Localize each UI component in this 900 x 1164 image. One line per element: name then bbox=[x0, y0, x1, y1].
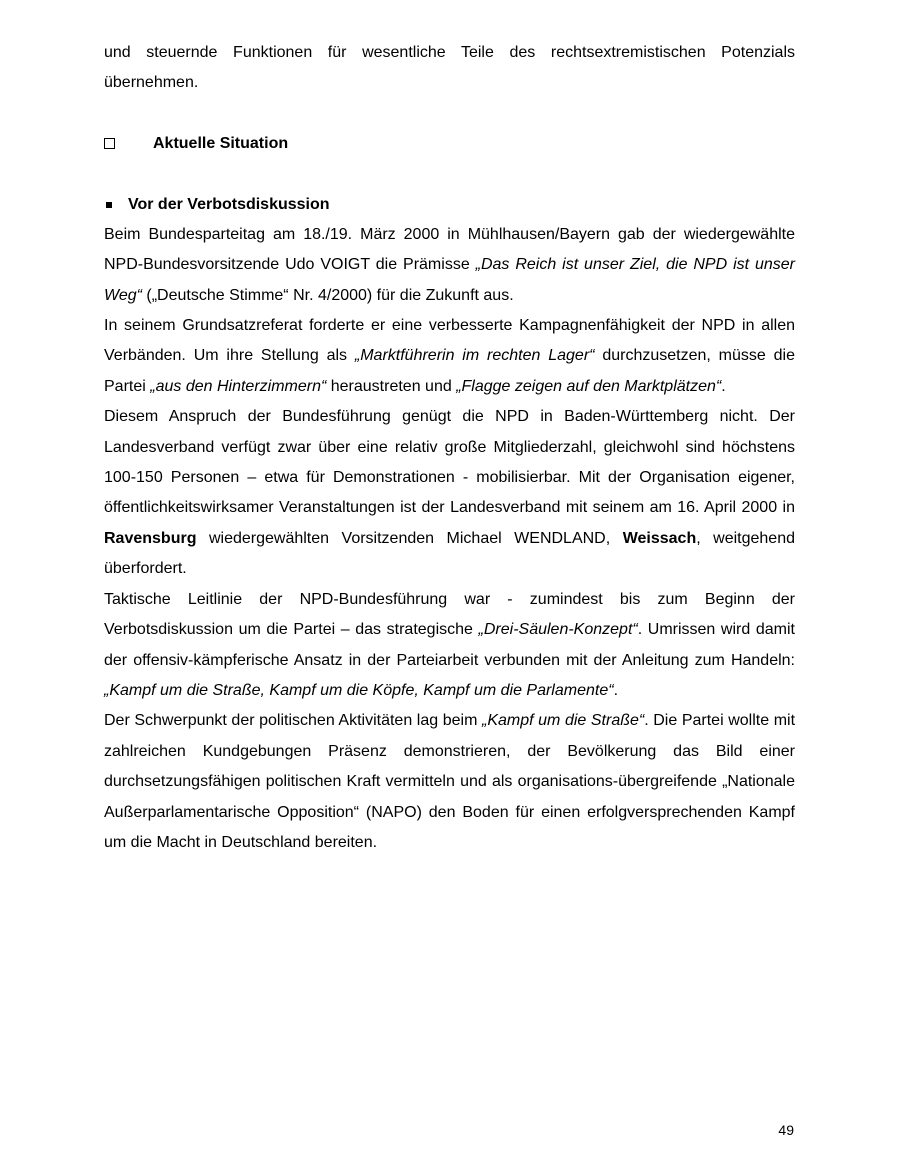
para4-quote-2: „Kampf um die Straße, Kampf um die Köpfe, Kampf um die Parlamente“ bbox=[104, 681, 614, 699]
para2-quote-1: „Marktführerin im rechten Lager“ bbox=[354, 347, 595, 365]
para1-text-a: Beim Bundesparteitag am 18./19. März 2000 in Mühlhausen/Bayern gab der wiedergewählte NPD-Bundesvorsitzende Udo VOIGT die Prämisse bbox=[104, 225, 795, 274]
para4-text-c: . bbox=[613, 681, 619, 699]
intro-line-1 bbox=[104, 38, 795, 68]
para3-text-b: wiedergewählten Vorsitzenden Michael WENDLAND, bbox=[196, 529, 623, 547]
paragraph-4 bbox=[104, 585, 795, 707]
intro-line-2 bbox=[104, 68, 795, 98]
para5-text-b: . Die Partei wollte mit zahlreichen Kundgebungen Präsenz demonstrieren, der Bevölkerung das Bild einer durchsetzungsfähigen politischen Kraft vermitteln und als organisations-übergreifende „Nationale Außerparlamentarische Opposition“ (NAPO) den Boden für einen erfolgversprechenden Kampf um die Macht in Deutschland bereiten. bbox=[104, 712, 796, 851]
paragraph-2 bbox=[104, 311, 795, 402]
para2-quote-3: „Flagge zeigen auf den Marktplätzen“ bbox=[456, 377, 722, 395]
para3-text-a: Diesem Anspruch der Bundesführung genügt die NPD in Baden-Württemberg nicht. Der Landesverband verfügt zwar über eine relativ große Mitgliederzahl, gleichwohl sind höchstens 100-150 Personen – etwa für Demonstrationen - mobilisierbar. Mit der Organisation eigener, öffentlichkeitswirksamer Veranstaltungen ist der Landesverband mit seinem am 16. April 2000 in bbox=[104, 408, 795, 517]
para3-text-c: , weitgehend überfordert. bbox=[104, 529, 796, 578]
subsection-title: Vor der Verbotsdiskussion bbox=[128, 195, 330, 213]
intro-text-2: übernehmen. bbox=[104, 74, 199, 92]
page-number: 49 bbox=[778, 1122, 794, 1138]
para3-bold-1: Ravensburg bbox=[104, 529, 197, 547]
para5-text-a: Der Schwerpunkt der politischen Aktivitäten lag beim bbox=[104, 712, 482, 730]
para2-text-c: heraustreten und bbox=[326, 377, 457, 395]
checkbox-bullet-icon bbox=[104, 138, 115, 149]
paragraph-3 bbox=[104, 402, 795, 584]
para2-quote-2: „aus den Hinterzimmern“ bbox=[150, 377, 327, 395]
para4-text-b: . Umrissen wird damit der offensiv-kämpferische Ansatz in der Parteiarbeit verbunden mit der Anleitung zum Handeln: bbox=[104, 621, 795, 669]
paragraph-5 bbox=[104, 706, 795, 858]
para3-bold-2: Weissach bbox=[622, 529, 697, 547]
para4-text-a: Taktische Leitlinie der NPD-Bundesführung war - zumindest bis zum Beginn der Verbotsdiskussion um die Partei – das strategische bbox=[104, 590, 795, 639]
section-title: Aktuelle Situation bbox=[153, 134, 289, 152]
para4-quote-1: „Drei-Säulen-Konzept“ bbox=[478, 621, 638, 639]
para2-text-b: durchzusetzen, müsse die Partei bbox=[104, 347, 796, 395]
para2-text-a: In seinem Grundsatzreferat forderte er eine verbesserte Kampagnenfähigkeit der NPD in allen Verbänden. Um ihre Stellung als bbox=[104, 317, 795, 365]
paragraph-1 bbox=[104, 220, 795, 311]
subsection-heading bbox=[104, 190, 795, 220]
intro-text-1: und steuernde Funktionen für wesentliche Teile des rechtsextremistischen Potenzials bbox=[104, 44, 795, 61]
para1-quote: „Das Reich ist unser Ziel, die NPD ist unser Weg“ bbox=[104, 256, 796, 304]
square-bullet-icon bbox=[106, 202, 112, 208]
para5-quote-1: „Kampf um die Straße“ bbox=[482, 712, 645, 730]
para2-text-d: . bbox=[721, 377, 726, 395]
section-heading bbox=[104, 129, 795, 159]
para1-text-b: („Deutsche Stimme“ Nr. 4/2000) für die Zukunft aus. bbox=[141, 286, 514, 304]
